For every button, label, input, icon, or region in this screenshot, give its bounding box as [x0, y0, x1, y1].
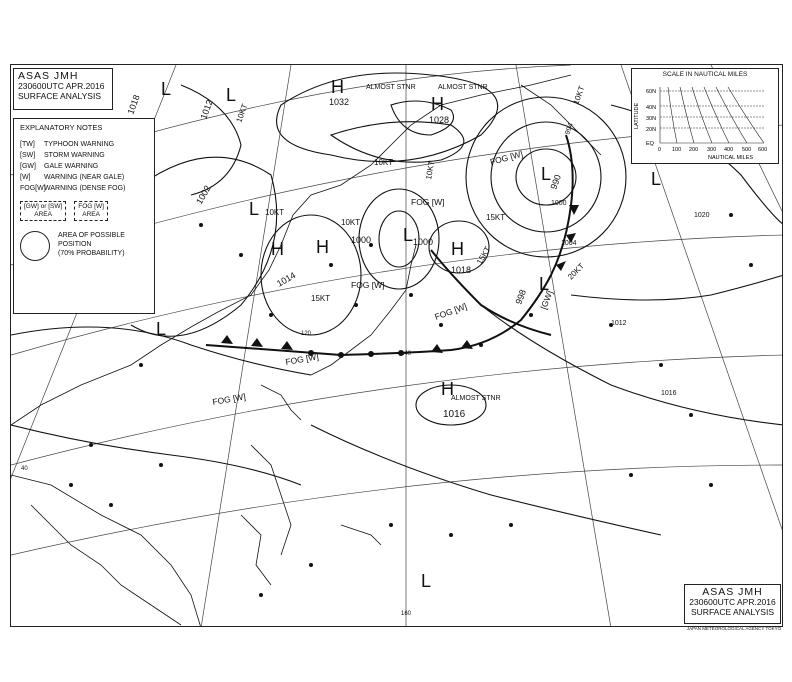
legend-item [20, 184, 148, 193]
circle-label: (70% PROBABILITY) [58, 250, 125, 257]
center-letter: H [331, 77, 344, 97]
fog-warning: FOG [W] [211, 391, 247, 407]
agency-credit: JAPAN METEOROLOGICAL AGENCY TOKYO [686, 626, 782, 631]
nm-tick: 500 [742, 147, 752, 153]
center-letter: H [431, 94, 444, 114]
fog-warning: FOG [W] [351, 280, 385, 290]
center-value: 990 [548, 173, 564, 191]
scale-box [631, 68, 779, 164]
speed-label: 10KT [424, 159, 437, 181]
center-letter: L [249, 199, 260, 219]
speed-label: 10KT [341, 218, 361, 227]
grid-label: 160 [401, 611, 412, 617]
center-value: 1000 [413, 237, 434, 247]
stationary-label: ALMOST STNR [438, 84, 488, 91]
scale-title: SCALE IN NAUTICAL MILES [662, 71, 748, 78]
fog-area-sample: FOG [W] AREA [74, 201, 108, 221]
speed-label: 10KT [234, 102, 250, 124]
stationary-label: ALMOST STNR [366, 84, 416, 91]
center-letter: L [651, 169, 662, 189]
station-plots [69, 213, 753, 597]
legend-area-samples [20, 201, 148, 221]
center-letter: L [156, 319, 167, 339]
legend-code: [W] [20, 174, 31, 181]
center-letter: L [421, 571, 432, 591]
center-value: 1018 [125, 93, 142, 116]
isobar-value: 1020 [694, 212, 710, 219]
center-letter: L [539, 274, 550, 294]
lat-tick: 20N [646, 127, 657, 133]
legend-item [20, 173, 148, 182]
scale-axis-label: LATITUDE [634, 102, 640, 129]
isobar-value: 1016 [661, 390, 677, 397]
speed-label: 15KT [474, 244, 493, 266]
header-title: ASAS JMH [18, 70, 79, 82]
speed-label: 10KT [265, 208, 285, 217]
footer-title: ASAS JMH [702, 586, 763, 598]
legend-title: EXPLANATORY NOTES [20, 123, 103, 132]
legend-probability [20, 231, 148, 261]
header-box [13, 68, 113, 110]
isobar-value: 1004 [561, 240, 577, 247]
fog-warning: FOG [W] [284, 351, 320, 367]
footer-datetime: 230600UTC APR.2016 [689, 597, 776, 607]
legend-label: TYPHOON WARNING [44, 141, 115, 148]
lat-tick: 60N [646, 89, 657, 95]
center-letter: H [451, 239, 464, 259]
center-value: 1018 [451, 265, 472, 275]
legend-item [20, 151, 148, 160]
nm-tick: 300 [707, 147, 717, 153]
header-datetime: 230600UTC APR.2016 [18, 81, 105, 91]
speed-label: 15KT [311, 294, 331, 303]
header-subtitle: SURFACE ANALYSIS [18, 91, 101, 101]
scale-x-title: NAUTICAL MILES [708, 155, 754, 161]
isobar-value: 1000 [551, 200, 567, 207]
circle-label: AREA OF POSSIBLE [58, 232, 125, 239]
legend-code: [TW] [20, 141, 35, 148]
legend-label: WARNING (DENSE FOG) [44, 185, 126, 192]
center-value: 998 [513, 288, 529, 306]
center-value: 1002 [194, 183, 213, 206]
speed-label: 10KT [571, 84, 587, 106]
legend-label: STORM WARNING [44, 152, 105, 159]
center-value: 1028 [429, 115, 450, 125]
gale-warning: [GW] [538, 289, 555, 311]
center-value: 1016 [443, 409, 466, 420]
legend-box [13, 118, 155, 314]
grid-label: 140 [401, 351, 412, 357]
center-letter: L [541, 164, 552, 184]
center-value: 1012 [198, 98, 215, 121]
legend-code: [GW] [20, 163, 36, 170]
nm-tick: 100 [672, 147, 682, 153]
legend-label: GALE WARNING [44, 163, 99, 170]
fog-warning: FOG [W] [488, 148, 524, 167]
legend-item [20, 162, 148, 171]
nm-tick: 200 [689, 147, 699, 153]
nm-tick: 0 [658, 147, 662, 153]
legend-label: WARNING (NEAR GALE) [44, 174, 125, 181]
center-letter: H [441, 379, 454, 399]
center-letter: H [316, 237, 329, 257]
probability-circle-icon [20, 231, 50, 261]
lat-tick: EQ [646, 141, 654, 147]
center-letter: L [226, 85, 237, 105]
grid-label: 40 [21, 466, 28, 472]
legend-item [20, 140, 148, 149]
stationary-label: ALMOST STNR [451, 395, 501, 402]
scale-chart [632, 79, 778, 163]
fog-warning: FOG [W] [411, 197, 445, 207]
speed-label: 15KT [486, 213, 506, 222]
center-letter: L [161, 79, 172, 99]
center-letter: H [271, 239, 284, 259]
footer-subtitle: SURFACE ANALYSIS [691, 607, 774, 617]
grid-label: 120 [301, 331, 312, 337]
footer-box [684, 584, 781, 624]
fog-warning: FOG [W] [433, 301, 469, 322]
nm-tick: 400 [724, 147, 734, 153]
legend-code: [SW] [20, 152, 36, 159]
warning-area-sample: [GW] or [SW] AREA [20, 201, 66, 221]
speed-label: 10KT [374, 158, 394, 167]
lat-tick: 30N [646, 116, 657, 122]
center-value: 1000 [351, 235, 372, 245]
center-letter: L [403, 225, 414, 245]
center-value: 1032 [329, 97, 350, 107]
isobar-value: 1012 [611, 320, 627, 327]
legend-code: FOG[W] [20, 185, 46, 192]
nm-tick: 600 [758, 147, 768, 153]
isobar-value: 994 [564, 122, 575, 136]
speed-label: 20KT [566, 261, 586, 282]
center-value: 1014 [275, 270, 298, 289]
lat-tick: 40N [646, 105, 657, 111]
circle-label: POSITION [58, 241, 92, 248]
